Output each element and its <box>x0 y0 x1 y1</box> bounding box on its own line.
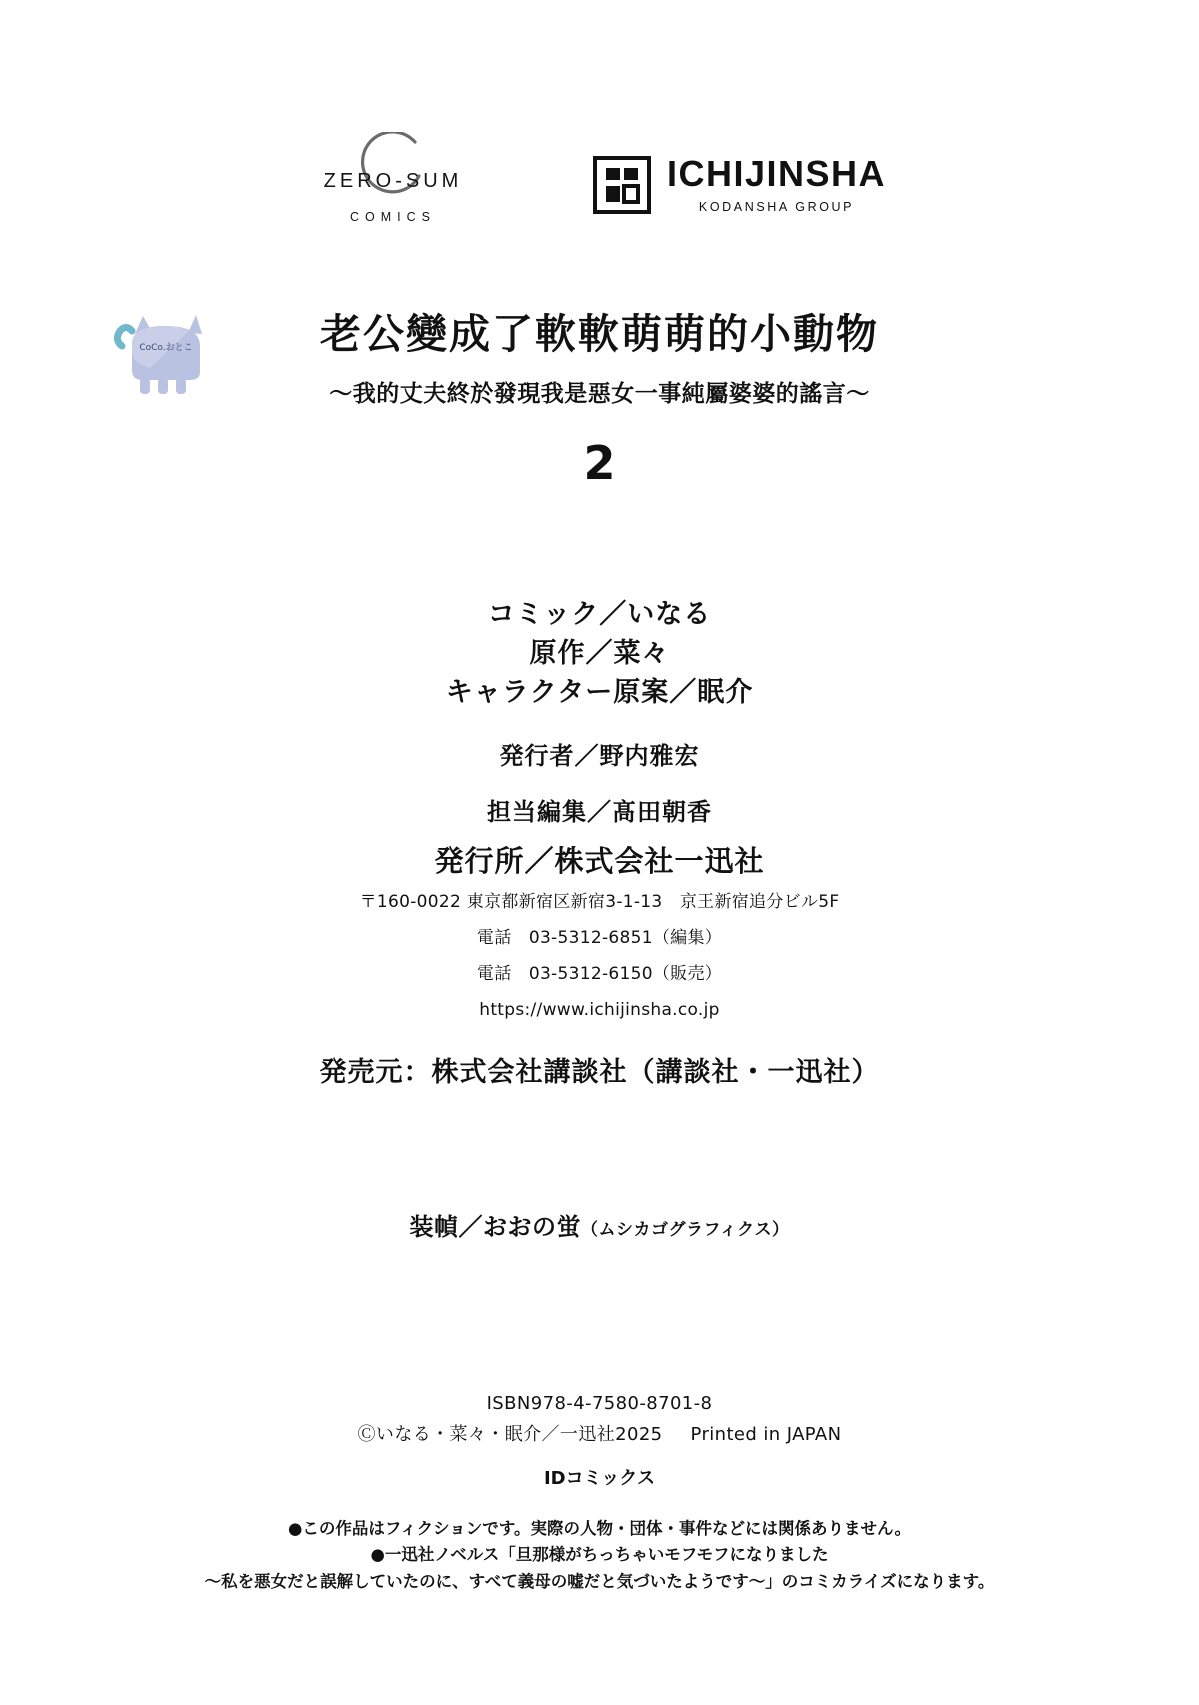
credit-book-design <box>0 1207 1199 1242</box>
credit-original: 原作／菜々 <box>529 638 670 670</box>
zero-sum-comics-logo <box>313 130 473 240</box>
disclaimer-line-2: ●一迅社ノベルス「旦那様がちっちゃいモフモフになりました <box>370 1545 829 1565</box>
copyright-line <box>0 1420 1199 1446</box>
book-design-studio: （ムシカゴグラフィクス） <box>581 1219 790 1240</box>
isbn: ISBN978-4-7580-8701-8 <box>486 1392 713 1414</box>
publisher-phone-sales: 電話 03-5312-6150（販売） <box>476 963 723 984</box>
printed-in: Printed in JAPAN <box>690 1423 842 1445</box>
ichijinsha-wordmark-group <box>666 153 887 214</box>
ichijinsha-brand: ICHIJINSHA <box>666 153 887 194</box>
publisher-address: 〒160-0022 東京都新宿区新宿3-1-13 京王新宿追分ビル5F <box>359 891 840 912</box>
page-title: 老公變成了軟軟萌萌的小動物 <box>320 310 879 358</box>
footer-block <box>0 1393 1199 1595</box>
zero-sum-wordmark: ZERO-SUM <box>323 170 463 192</box>
credit-editor: 担当編集／髙田朝香 <box>487 797 712 826</box>
credit-publisher: 発行所／株式会社一迅社 <box>434 843 765 878</box>
disclaimer-notes <box>0 1516 1199 1595</box>
credit-comic: コミック／いなる <box>487 599 712 630</box>
title-block <box>0 310 1199 490</box>
credits-block <box>0 595 1199 1242</box>
kodansha-group-label: KODANSHA GROUP <box>698 200 855 214</box>
credit-character-design: キャラクター原案／眠介 <box>445 677 754 709</box>
credit-publisher-person: 発行者／野内雅宏 <box>499 742 700 771</box>
mascot-label: CoCo.おとこ <box>139 343 193 353</box>
credit-distributor: 発売元：株式会社講談社（講談社・一迅社） <box>319 1056 880 1088</box>
publisher-website[interactable]: https://www.ichijinsha.co.jp <box>479 999 720 1020</box>
book-design-label: 装幀／おおの蛍 <box>409 1212 581 1241</box>
ichijinsha-logo <box>593 153 887 214</box>
publisher-phone-editorial: 電話 03-5312-6851（編集） <box>476 927 723 948</box>
ichijinsha-mark-icon <box>593 156 651 214</box>
disclaimer-line-3: ～私を悪女だと誤解していたのに、すべて義母の嘘だと気づいたようです～」のコミカライズになります。 <box>204 1571 995 1591</box>
volume-number: 2 <box>583 436 616 491</box>
copyright-text: Ⓒいなる・菜々・眠介／一迅社2025 <box>357 1423 663 1445</box>
publisher-logos <box>0 130 1199 240</box>
comics-wordmark: COMICS <box>349 210 436 224</box>
page-subtitle: ～我的丈夫終於發現我是惡女一事純屬婆婆的謠言～ <box>329 381 870 408</box>
imprint-label: IDコミックス <box>543 1467 656 1489</box>
disclaimer-line-1: ●この作品はフィクションです。実際の人物・団体・事件などには関係ありません。 <box>288 1518 911 1538</box>
